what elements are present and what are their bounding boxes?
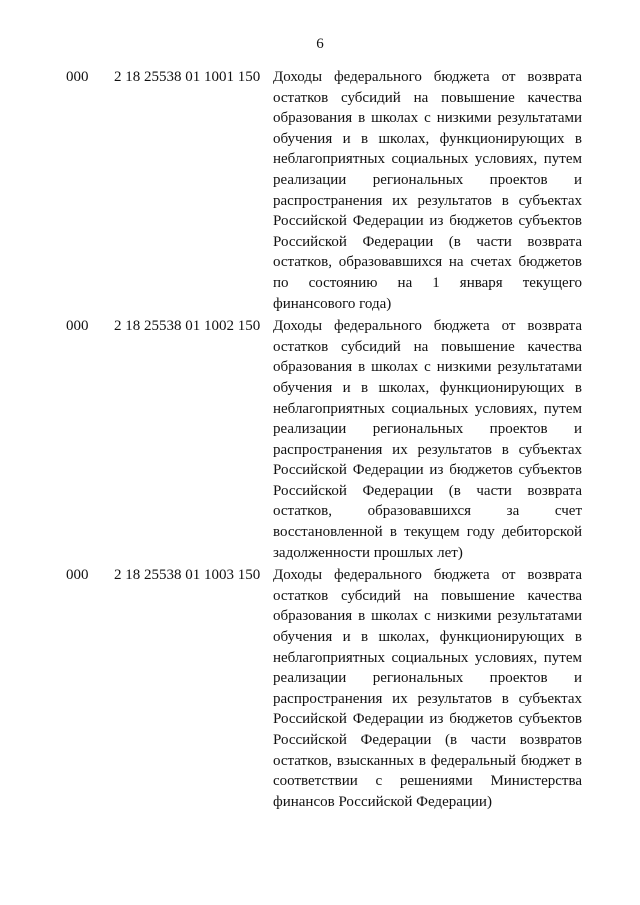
budget-classification-code: 2 18 25538 01 1003 150 bbox=[114, 567, 261, 584]
budget-code-table bbox=[0, 67, 640, 814]
admin-code: 000 bbox=[66, 69, 89, 85]
budget-classification-code: 2 18 25538 01 1002 150 bbox=[114, 318, 261, 335]
income-description: Доходы федерального бюджета от возврата остатков субсидий на повышение качества образования в школах с низкими результатами обучения и в школах, функционирующих в неблагоприятных социальных условиях, путем реализации региональных проектов и распространения их результатов в субъектах Российской Федерации из бюджетов субъектов Российской Федерации (в части возврата остатков, образовавшихся за счет восстановленной в текущем году дебиторской задолженности прошлых лет) bbox=[273, 318, 582, 561]
income-description: Доходы федерального бюджета от возврата остатков субсидий на повышение качества образования в школах с низкими результатами обучения и в школах, функционирующих в неблагоприятных социальных условиях, путем реализации региональных проектов и распространения их результатов в субъектах Российской Федерации из бюджетов субъектов Российской Федерации (в части возврата остатков, образовавшихся на счетах бюджетов по состоянию на 1 января текущего финансового года) bbox=[273, 69, 582, 312]
income-description: Доходы федерального бюджета от возврата остатков субсидий на повышение качества образования в школах с низкими результатами обучения и в школах, функционирующих в неблагоприятных социальных условиях, путем реализации региональных проектов и распространения их результатов в субъектах Российской Федерации из бюджетов субъектов Российской Федерации (в части возвратов остатков, взысканных в федеральный бюджет в соответствии с решениями Министерства финансов Российской Федерации) bbox=[273, 567, 582, 810]
table-row bbox=[0, 67, 640, 314]
page-number: 6 bbox=[316, 36, 324, 52]
budget-classification-code: 2 18 25538 01 1001 150 bbox=[114, 69, 261, 85]
table-row bbox=[0, 316, 640, 563]
admin-code: 000 bbox=[66, 318, 89, 335]
table-row bbox=[0, 565, 640, 812]
admin-code: 000 bbox=[66, 567, 89, 584]
